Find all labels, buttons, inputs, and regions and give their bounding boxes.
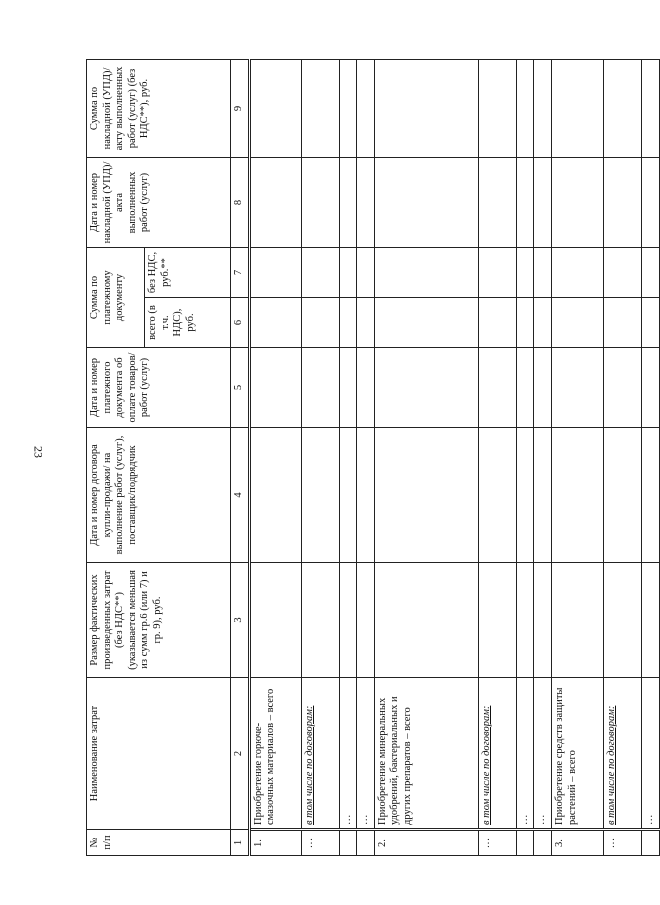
empty-cell — [339, 428, 357, 563]
empty-cell — [478, 298, 516, 348]
table-row — [516, 59, 534, 855]
empty-cell — [357, 298, 375, 348]
column-number-6: 6 — [231, 298, 250, 348]
empty-cell — [301, 157, 339, 247]
empty-cell — [339, 348, 357, 428]
empty-cell — [339, 298, 357, 348]
empty-cell — [301, 563, 339, 678]
table-row — [301, 59, 339, 855]
empty-cell — [551, 157, 603, 247]
header-col-3: Размер фактических произведенных затрат (без НДС**) (указывается меньшая из сумм гр.6 (или 7) и гр. 9), руб. — [87, 563, 231, 678]
empty-cell — [641, 563, 659, 678]
row-name-cell: … — [516, 678, 534, 830]
empty-cell — [534, 298, 552, 348]
empty-cell — [551, 298, 603, 348]
table-row — [641, 59, 659, 855]
header-col-4: Дата и номер договора купли-продажи/ на выполнение работ (услуг), поставщик/подрядчик — [87, 428, 231, 563]
row-name-cell: … — [641, 678, 659, 830]
row-name-cell: Приобретение горюче-смазочных материалов – всего — [249, 678, 301, 830]
empty-cell — [357, 428, 375, 563]
empty-cell — [551, 563, 603, 678]
empty-cell — [374, 563, 478, 678]
empty-cell — [551, 247, 603, 297]
empty-cell — [534, 59, 552, 157]
row-number-cell — [357, 830, 375, 856]
empty-cell — [339, 59, 357, 157]
empty-cell — [516, 428, 534, 563]
column-number-4: 4 — [231, 428, 250, 563]
empty-cell — [641, 157, 659, 247]
empty-cell — [374, 247, 478, 297]
empty-cell — [516, 247, 534, 297]
empty-cell — [249, 428, 301, 563]
row-number-cell — [339, 830, 357, 856]
empty-cell — [374, 157, 478, 247]
header-col-2: Наименование затрат — [87, 678, 231, 830]
row-name-cell: … — [339, 678, 357, 830]
empty-cell — [374, 428, 478, 563]
table-row — [357, 59, 375, 855]
column-number-5: 5 — [231, 348, 250, 428]
row-number-cell: … — [478, 830, 516, 856]
column-number-9: 9 — [231, 59, 250, 157]
empty-cell — [551, 428, 603, 563]
empty-cell — [374, 348, 478, 428]
empty-cell — [478, 247, 516, 297]
empty-cell — [516, 59, 534, 157]
empty-cell — [357, 563, 375, 678]
empty-cell — [249, 247, 301, 297]
empty-cell — [301, 247, 339, 297]
empty-cell — [301, 428, 339, 563]
column-number-8: 8 — [231, 157, 250, 247]
header-col-9: Сумма по накладной (УПД)/акту выполненных работ (услуг) (без НДС**), руб. — [87, 59, 231, 157]
header-col-6: всего (в т.ч. НДС), руб. — [145, 298, 231, 348]
empty-cell — [603, 247, 641, 297]
row-name-cell: Приобретение средств защиты растений – всего — [551, 678, 603, 830]
empty-cell — [339, 563, 357, 678]
empty-cell — [301, 298, 339, 348]
table-header — [87, 59, 250, 855]
table-scene — [86, 60, 655, 856]
empty-cell — [249, 563, 301, 678]
row-name-cell: в том числе по договорам: — [478, 678, 516, 830]
empty-cell — [603, 563, 641, 678]
table-row — [374, 59, 478, 855]
empty-cell — [641, 59, 659, 157]
empty-cell — [641, 348, 659, 428]
table-row — [551, 59, 603, 855]
empty-cell — [551, 59, 603, 157]
row-name-cell: в том числе по договорам: — [301, 678, 339, 830]
row-number-cell: … — [301, 830, 339, 856]
header-col-6-7: Сумма по платежному документу — [87, 247, 145, 347]
header-col-8: Дата и номер накладной (УПД)/акта выполненных работ (услуг) — [87, 157, 231, 247]
table-row — [534, 59, 552, 855]
table-row — [603, 59, 641, 855]
header-col-7: без НДС, руб.** — [145, 247, 231, 297]
empty-cell — [357, 59, 375, 157]
column-number-7: 7 — [231, 247, 250, 297]
empty-cell — [641, 428, 659, 563]
row-number-cell: 1. — [249, 830, 301, 856]
column-number-2: 2 — [231, 678, 250, 830]
row-number-cell: 2. — [374, 830, 478, 856]
empty-cell — [478, 348, 516, 428]
empty-cell — [357, 157, 375, 247]
empty-cell — [301, 59, 339, 157]
row-number-cell — [534, 830, 552, 856]
empty-cell — [603, 348, 641, 428]
row-name-cell: Приобретение минеральных удобрений, бактериальных и других препаратов – всего — [374, 678, 478, 830]
empty-cell — [516, 157, 534, 247]
empty-cell — [516, 348, 534, 428]
empty-cell — [249, 59, 301, 157]
row-name-cell: в том числе по договорам: — [603, 678, 641, 830]
empty-cell — [301, 348, 339, 428]
empty-cell — [478, 428, 516, 563]
empty-cell — [478, 563, 516, 678]
empty-cell — [374, 59, 478, 157]
empty-cell — [516, 563, 534, 678]
empty-cell — [357, 348, 375, 428]
empty-cell — [339, 247, 357, 297]
empty-cell — [603, 157, 641, 247]
row-number-cell — [641, 830, 659, 856]
empty-cell — [603, 298, 641, 348]
empty-cell — [249, 298, 301, 348]
empty-cell — [641, 247, 659, 297]
column-number-3: 3 — [231, 563, 250, 678]
row-number-cell: … — [603, 830, 641, 856]
header-col-5: Дата и номер платежного документа об оплате товаров/работ (услуг) — [87, 348, 231, 428]
page-number: 23 — [31, 446, 46, 458]
table-body — [249, 59, 659, 855]
column-number-1: 1 — [231, 830, 250, 856]
empty-cell — [534, 157, 552, 247]
empty-cell — [339, 157, 357, 247]
empty-cell — [516, 298, 534, 348]
row-name-cell: … — [534, 678, 552, 830]
empty-cell — [603, 59, 641, 157]
empty-cell — [534, 348, 552, 428]
empty-cell — [534, 428, 552, 563]
table-row — [339, 59, 357, 855]
empty-cell — [534, 247, 552, 297]
row-number-cell — [516, 830, 534, 856]
empty-cell — [478, 59, 516, 157]
empty-cell — [534, 563, 552, 678]
table-row — [478, 59, 516, 855]
empty-cell — [249, 157, 301, 247]
empty-cell — [249, 348, 301, 428]
row-name-cell: … — [357, 678, 375, 830]
expense-table — [86, 59, 660, 856]
empty-cell — [551, 348, 603, 428]
rotated-page-area — [86, 60, 655, 856]
column-numbers-row — [231, 59, 250, 855]
header-col-1: № п/п — [87, 830, 231, 856]
empty-cell — [641, 298, 659, 348]
empty-cell — [357, 247, 375, 297]
empty-cell — [374, 298, 478, 348]
table-row — [249, 59, 301, 855]
empty-cell — [603, 428, 641, 563]
row-number-cell: 3. — [551, 830, 603, 856]
empty-cell — [478, 157, 516, 247]
